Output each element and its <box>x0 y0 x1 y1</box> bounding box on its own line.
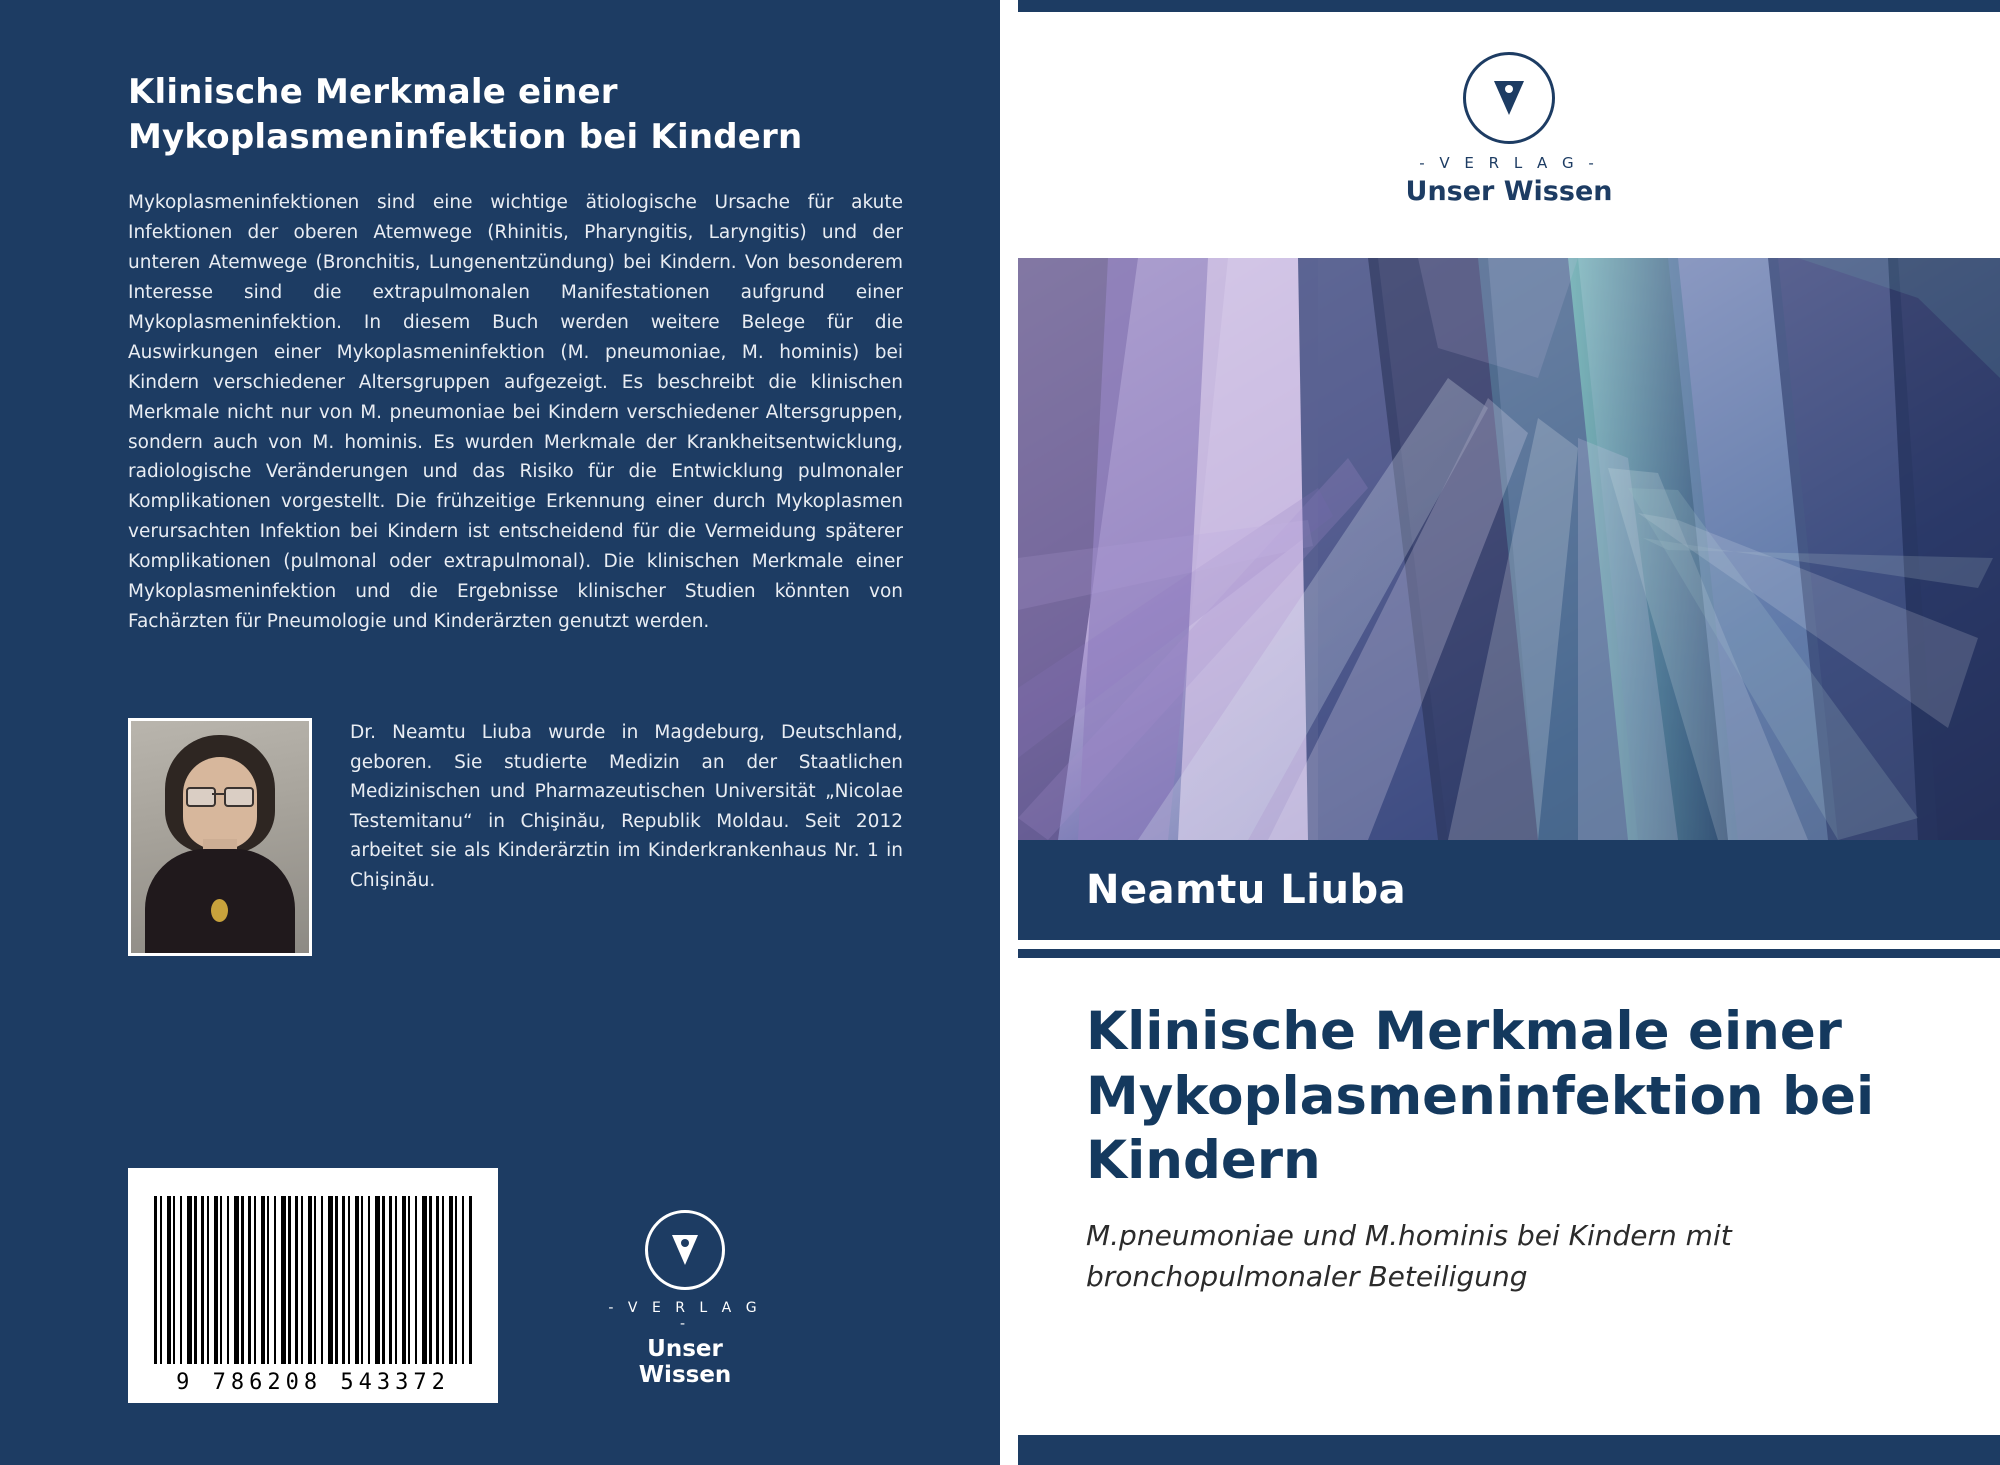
front-divider-rule <box>1018 949 2000 958</box>
back-cover-blurb: Mykoplasmeninfektionen sind eine wichtige ätiologische Ursache für akute Infektionen der oberen Atemwege (Rhinitis, Pharyngitis, Laryngitis) und der unteren Atemwege (Bronchitis, Lungenentzündung) bei Kindern. Von besonderem Interesse sind die extrapulmonalen Manifestationen aufgrund einer Mykoplasmeninfektion. In diesem Buch werden weitere Belege für die Auswirkungen einer Mykoplasmeninfektion (M. pneumoniae, M. hominis) bei Kindern verschiedener Altersgruppen aufgezeigt. Es beschreibt die klinischen Merkmale nicht nur von M. pneumoniae bei Kindern verschiedener Altersgruppen, sondern auch von M. hominis. Es wurden Merkmale der Krankheitsentwicklung, radiologische Veränderungen und das Risiko für die Entwicklung pulmonaler Komplikationen vorgestellt. Die frühzeitige Erkennung einer durch Mykoplasmen verursachten Infektion bei Kindern ist entscheidend für die Vermeidung späterer Komplikationen (pulmonal oder extrapulmonal). Die klinischen Merkmale einer Mykoplasmeninfektion und die Ergebnisse klinischer Studien könnten von Fachärzten für Pneumologie und Kinderärzten genutzt werden. <box>128 191 903 633</box>
author-bio-block <box>128 718 903 956</box>
publisher-logo-back <box>600 1210 770 1388</box>
book-spine <box>1000 0 1018 1465</box>
front-cover-subtitle: M.pneumoniae und M.hominis bei Kindern mit bronchopulmonaler Beteiligung <box>1086 1219 1732 1294</box>
back-text-block <box>128 70 903 637</box>
publisher-label-front: - V E R L A G - <box>1419 154 1599 172</box>
barcode-block <box>128 1168 498 1403</box>
author-bio-text: Dr. Neamtu Liuba wurde in Magdeburg, Deutschland, geboren. Sie studierte Medizin an der Staatlichen Medizinischen und Pharmazeutischen Universität „Nicolae Testemitanu“ in Chişinău, Republik Moldau. Seit 2012 arbeitet sie als Kinderärztin im Kinderkrankenhaus Nr. 1 in Chişinău. <box>350 722 903 891</box>
isbn-number: 9 786208 543372 <box>176 1370 450 1395</box>
publisher-logo-front <box>1018 52 2000 207</box>
author-name-band <box>1018 840 2000 940</box>
pen-nib-icon <box>1463 52 1555 144</box>
abstract-fan-graphic <box>1018 258 2000 840</box>
pen-nib-icon <box>645 1210 725 1290</box>
publisher-name-front: Unser Wissen <box>1405 176 1613 207</box>
cover-artwork <box>1018 258 2000 840</box>
back-cover-title: Klinische Merkmale einer Mykoplasmeninfektion bei Kindern <box>128 72 803 157</box>
publisher-label-back: - V E R L A G - <box>608 1300 762 1332</box>
front-cover-panel <box>1018 0 2000 1465</box>
publisher-name-back: Unser Wissen <box>638 1336 732 1388</box>
front-author-name: Neamtu Liuba <box>1086 867 1407 913</box>
barcode-icon <box>154 1196 472 1364</box>
front-bottom-rule <box>1018 1435 2000 1465</box>
front-cover-title: Klinische Merkmale einer Mykoplasmeninfektion bei Kindern <box>1086 1001 1875 1192</box>
author-portrait <box>128 718 312 956</box>
front-top-rule <box>1018 0 2000 12</box>
